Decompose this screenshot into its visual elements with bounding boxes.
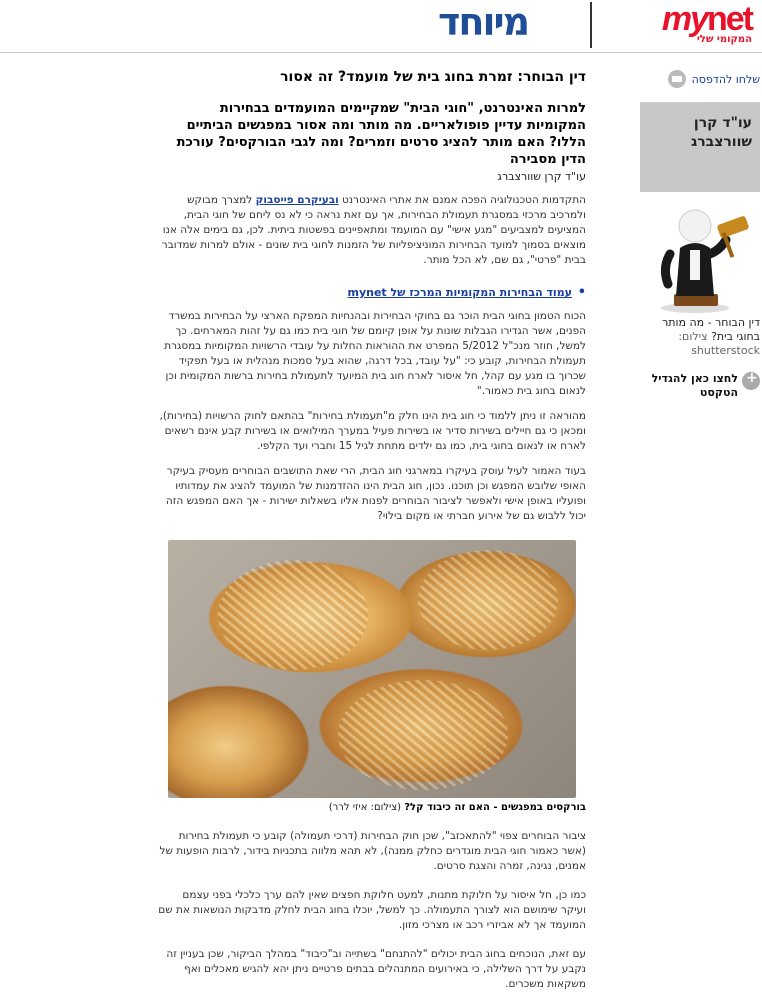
bourekas-photo bbox=[168, 540, 576, 798]
image-credit: צילום: shutterstock bbox=[678, 330, 760, 357]
elections-center-link[interactable]: • עמוד הבחירות המקומיות המרכז של mynet bbox=[158, 286, 586, 299]
article bbox=[158, 60, 586, 992]
print-button[interactable] bbox=[600, 70, 760, 88]
tagline: המקומי שלי bbox=[696, 34, 752, 45]
enlarge-text-button[interactable] bbox=[640, 372, 760, 400]
zoom-in-icon bbox=[742, 372, 760, 390]
pastry-texture bbox=[418, 550, 558, 650]
site-header bbox=[0, 0, 762, 52]
image-caption: דין הבוחר - מה מותר בחוגי בית? צילום: shutterstock bbox=[662, 316, 760, 357]
paragraph-6: כמו כן, חל איסור על חלוקת מתנות, למעט חלוקת חפצים שאין להם ערך כלכלי בפני עצמם ועיקר שימושם הוא לצורך התעמולה. כך למשל, יוכלו בחוג הבית לחלק מדבקות הנושאות את שם המועמד אך לא אביזרי רכב או מצרכי מזון. bbox=[158, 889, 586, 931]
paragraph-3: מהוראה זו ניתן ללמוד כי חוג בית הינו חלק מ"תעמולת בחירות" בהתאם לחוק הרשויות (בחירות), ומכאן כי גם חיילים בשירות סדיר או בשירות פעיל במערך המילואים או בשירות קבע אינם רשאים לארח או לנאום בחוגי בית, כמו גם ילדים מתחת לגיל 15 וחברי ועד הקלפי. bbox=[159, 410, 586, 452]
brand[interactable] bbox=[597, 0, 752, 52]
header-rule bbox=[0, 52, 762, 53]
section-title: מיוחד bbox=[438, 0, 529, 44]
photo-caption: בורקסים במפגשים - האם זה כיבוד קל? (צילום: איזי לרר) bbox=[328, 802, 586, 813]
paragraph-1: התקדמות הטכנולוגיה הפכה אמנם את אתרי האינטרנט ובעיקרם פייסבוק למצרך מבוקש ולמרכיב מרכזי במסגרת תעמולת הבחירות, אך עם זאת נראה כי לא נס ליחם של חוגי הבית, המציעים למצביעים "מגע אישי" עם המועמד ומתאפיינים בפשטות ביתית. לכן, גם בימים אלה אנו מוצאים בסמוך למועד הבחירות המוניציפליות של הזמנות לחוגי בית שונים - אולם למרות שמדובר בבית "פרטי", גם שם, לא הכל מותר. bbox=[161, 194, 586, 266]
pastry-texture bbox=[218, 560, 368, 670]
article-subtitle: למרות האינטרנט, "חוגי הבית" שמקיימים המועמדים בבחירות המקומיות עדיין פופולאריים. מה מותר ומה אסור במפגשים הביתיים הללו? האם מותר להציג סרטים וזמרים? ומה לגבי הבורקסים? עורכת הדין מסבירה bbox=[176, 101, 586, 167]
print-label: שלחו להדפסה bbox=[691, 72, 760, 86]
paragraph-2: הכוח הטמון בחוגי הבית הוכר גם בחוקי הבחירות ובהנחיות המפקח הארצי על הבחירות במשרד הפנים, אשר הגדירו הגבלות שונות על אופן קיומם של חוגי בית כמו גם על זהות המארחים. כך למשל, חוזר מנכ"ל 5/2012 המפרט את ההוראות החלות על עובדי הרשויות המקומיות במסגרת תעמולת הבחירות, קובע כי: "על עובד, בכל דרגה, שהוא בעל סמכות מנהלית או בעל תפקיד שכרוך בו מגע עם קהל, חל איסור לארח חוג בית המיועד לתעמולת בחירות ברשות המקומית וכן לנאום בחוג בית כאמור." bbox=[164, 310, 586, 397]
author-box: עו"ד קרן שוורצברג bbox=[640, 102, 760, 192]
paragraph-4: בעוד האמור לעיל עוסק בעיקרו במארגני חוג הבית, הרי שאת התושבים הבוחרים מעסיק בעיקר האופי שלובש המפגש וכן תוכנו. נכון, חוג הבית הינו ההזדמנות של המועמד להציג את עמדותיו ופועליו באופן אישי ולאפשר לציבור הבוחרים לפנות אליו בשאלות ישירות - אך האם המפגש הזה יכול ללבוש גם של אירוע חברתי או מקום בילוי? bbox=[165, 465, 586, 522]
sidebar bbox=[600, 60, 760, 400]
mynet-logo[interactable]: mynet bbox=[661, 0, 752, 38]
paragraph-7: עם זאת, הנוכחים בחוג הבית יכולים "להתנחם" בשתייה וב"כיבוד" במהלך הביקור, שכן בעניין זה נקבע על דרך השלילה, כי באירועים המתנהלים בבתים פרטיים ניתן יהא להגיש מאכלים ואף משקאות משכרים. bbox=[166, 948, 586, 990]
header-divider bbox=[590, 2, 592, 48]
facebook-link[interactable]: ובעיקרם פייסבוק bbox=[255, 194, 339, 206]
article-title: דין הבוחר: זמרת בחוג בית של מועמד? זה אסור bbox=[280, 69, 586, 85]
printer-icon bbox=[668, 70, 686, 88]
enlarge-text-label: לחצו כאן להגדיל הטקסט bbox=[651, 372, 738, 399]
paragraph-5: ציבור הבוחרים צפוי "להתאכזב", שכן חוק הבחירות (דרכי תעמולה) קובע כי תעמולת בחירות (אשר כאמור חוגי הבית מוגדרים כחלק ממנה), לא תהא מלווה בתכניות בידור, לרבות הופעות של אמנים, נגינה, זמרה והצגת סרטים. bbox=[159, 830, 586, 872]
judge-gavel-icon bbox=[640, 196, 760, 316]
pastry-texture bbox=[338, 680, 508, 790]
article-byline: עו"ד קרן שוורצברג bbox=[497, 170, 586, 183]
judge-figure-image bbox=[640, 196, 760, 316]
